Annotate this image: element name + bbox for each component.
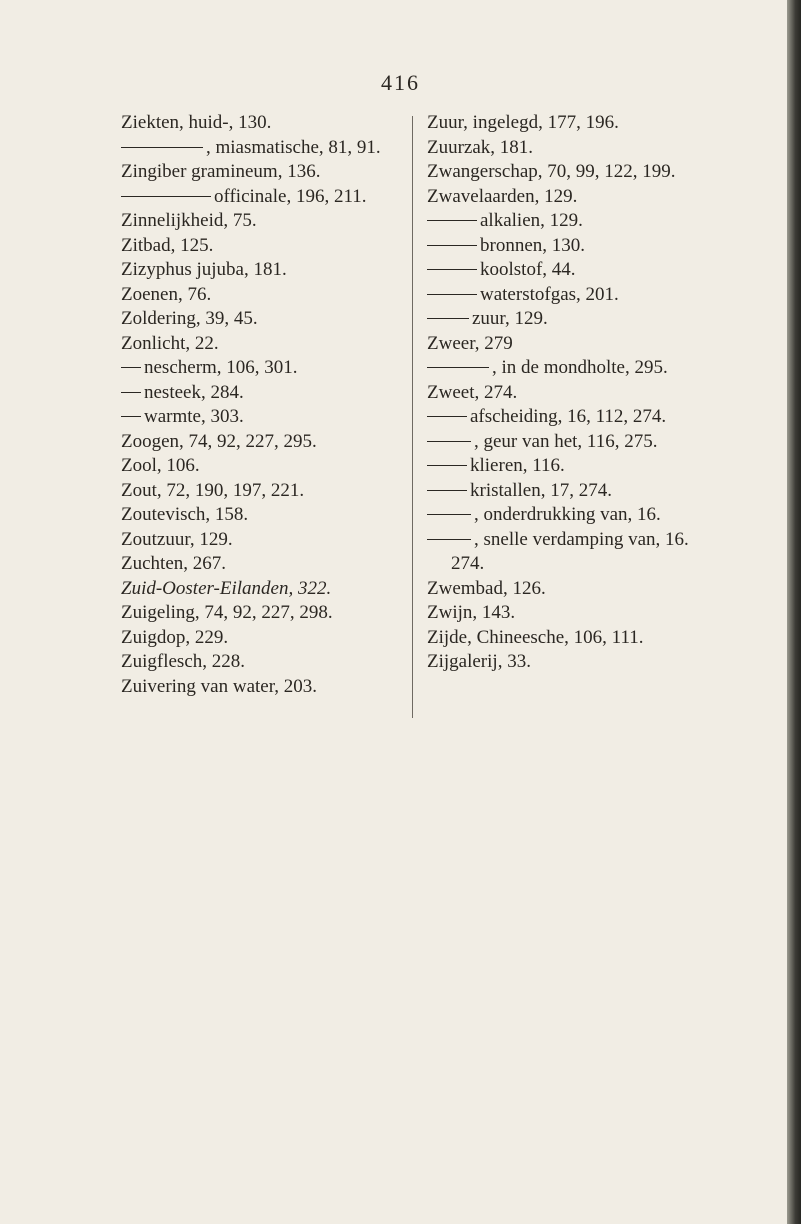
index-entry-text: alkalien, 129. — [480, 210, 583, 231]
index-entry — [121, 356, 406, 381]
index-entry — [427, 332, 727, 357]
index-entry-text: zuur, 129. — [472, 308, 548, 329]
index-entry — [121, 479, 406, 504]
index-entry-text: officinale, 196, 211. — [214, 185, 367, 207]
index-entry — [427, 503, 727, 528]
index-entry-text: Zool, 106. — [121, 455, 200, 476]
index-entry-text: klieren, 116. — [470, 455, 565, 476]
index-entry — [121, 160, 406, 185]
index-entry — [121, 332, 406, 357]
index-entry — [121, 258, 406, 283]
index-entry-text: Zoutevisch, 158. — [121, 504, 249, 525]
index-entry-text: Zoenen, 76. — [121, 283, 212, 305]
index-entry — [121, 209, 406, 234]
index-entry — [121, 111, 406, 136]
ditto-dash — [121, 367, 141, 368]
index-entry — [427, 626, 727, 651]
index-entry — [427, 307, 727, 332]
ditto-dash — [121, 147, 203, 148]
index-entry — [427, 479, 727, 504]
index-entry-text: Zoogen, 74, 92, 227, 295. — [121, 430, 317, 452]
index-entry — [427, 111, 727, 136]
ditto-dash — [427, 441, 471, 442]
index-entry-text: Zout, 72, 190, 197, 221. — [121, 479, 305, 501]
index-entry-text: , snelle verdamping van, 16. — [474, 528, 689, 550]
index-entry-text: Zitbad, 125. — [121, 234, 214, 256]
index-entry-text: Ziekten, huid-, 130. — [121, 112, 272, 133]
index-entry-text: Zingiber gramineum, 136. — [121, 161, 321, 182]
ditto-dash — [427, 294, 477, 295]
index-entry — [121, 626, 406, 651]
index-entry-text: waterstofgas, 201. — [480, 283, 619, 305]
index-entry — [427, 430, 727, 455]
index-entry — [121, 307, 406, 332]
index-entry — [121, 601, 406, 626]
index-entry-text: Zuurzak, 181. — [427, 136, 534, 158]
ditto-dash — [427, 220, 477, 221]
index-entry — [121, 136, 406, 161]
index-entry-text: Zweet, 274. — [427, 381, 518, 403]
index-entry-text: Zwembad, 126. — [427, 577, 546, 599]
index-entry-text: Zoutzuur, 129. — [121, 528, 233, 550]
page-number: 416 — [381, 70, 420, 95]
index-entry-text: , in de mondholte, 295. — [492, 357, 668, 378]
ditto-dash — [121, 196, 211, 197]
ditto-dash — [121, 416, 141, 417]
index-entry — [427, 577, 727, 602]
ditto-dash — [427, 465, 467, 466]
index-entry — [427, 528, 727, 553]
index-entry-text: Zijde, Chineesche, 106, 111. — [427, 626, 644, 648]
index-entry — [427, 381, 727, 406]
index-entry — [121, 650, 406, 675]
index-entry — [427, 160, 727, 185]
index-entry-text: Zuchten, 267. — [121, 553, 227, 574]
index-entry-text: afscheiding, 16, 112, 274. — [470, 406, 667, 427]
index-entry-text: Zuid-Ooster-Eilanden, 322. — [121, 577, 332, 599]
index-entry — [427, 209, 727, 234]
index-entry-text: Zuur, ingelegd, 177, 196. — [427, 112, 619, 133]
index-entry — [121, 381, 406, 406]
index-entry-text: Zwangerschap, 70, 99, 122, 199. — [427, 161, 676, 182]
index-entry-text: Zuigdop, 229. — [121, 626, 229, 648]
index-entry-text: , miasmatische, 81, 91. — [206, 136, 381, 158]
index-entry-text: Zinnelijkheid, 75. — [121, 210, 257, 231]
index-entry-text: kristallen, 17, 274. — [470, 479, 612, 501]
index-column-left — [121, 111, 406, 699]
index-entry-text: Zuigeling, 74, 92, 227, 298. — [121, 602, 333, 623]
index-entry — [427, 552, 727, 577]
index-entry — [121, 675, 406, 700]
index-entry — [427, 283, 727, 308]
index-entry — [121, 552, 406, 577]
index-entry — [121, 283, 406, 308]
index-entry — [427, 650, 727, 675]
index-entry-text: Zoldering, 39, 45. — [121, 308, 258, 329]
index-entry-text: , onderdrukking van, 16. — [474, 504, 661, 525]
index-entry-text: Zwavelaarden, 129. — [427, 185, 578, 207]
index-entry-text: nescherm, 106, 301. — [144, 357, 298, 378]
index-entry-text: , geur van het, 116, 275. — [474, 430, 658, 452]
ditto-dash — [427, 514, 471, 515]
index-entry — [427, 601, 727, 626]
index-entry — [121, 454, 406, 479]
index-entry-text: nesteek, 284. — [144, 381, 244, 403]
index-entry-text: koolstof, 44. — [480, 259, 576, 280]
index-entry — [427, 356, 727, 381]
index-entry-text: Zwijn, 143. — [427, 602, 516, 623]
index-entry-text: Zizyphus jujuba, 181. — [121, 259, 287, 280]
index-entry — [427, 136, 727, 161]
index-entry — [121, 430, 406, 455]
index-entry — [121, 503, 406, 528]
index-entry — [121, 234, 406, 259]
index-entry — [427, 405, 727, 430]
column-divider — [412, 116, 413, 718]
ditto-dash — [427, 269, 477, 270]
ditto-dash — [427, 245, 477, 246]
index-entry — [427, 258, 727, 283]
ditto-dash — [427, 539, 471, 540]
index-entry-text: Zuivering van water, 203. — [121, 675, 318, 697]
index-entry — [427, 454, 727, 479]
ditto-dash — [427, 367, 489, 368]
ditto-dash — [121, 392, 141, 393]
index-entry-text: 274. — [451, 553, 485, 574]
index-entry-text: bronnen, 130. — [480, 234, 586, 256]
index-entry-text: Zweer, 279 — [427, 332, 513, 354]
index-entry — [427, 185, 727, 210]
index-entry — [121, 577, 406, 602]
index-entry — [427, 234, 727, 259]
index-entry-text: Zuigflesch, 228. — [121, 651, 246, 672]
index-entry-text: Zonlicht, 22. — [121, 332, 219, 354]
index-entry — [121, 185, 406, 210]
index-entry-text: Zijgalerij, 33. — [427, 651, 531, 672]
ditto-dash — [427, 318, 469, 319]
index-entry — [121, 405, 406, 430]
page-edge-shadow — [787, 0, 801, 1224]
ditto-dash — [427, 416, 467, 417]
ditto-dash — [427, 490, 467, 491]
index-column-right — [427, 111, 727, 675]
index-entry — [121, 528, 406, 553]
index-entry-text: warmte, 303. — [144, 406, 244, 427]
